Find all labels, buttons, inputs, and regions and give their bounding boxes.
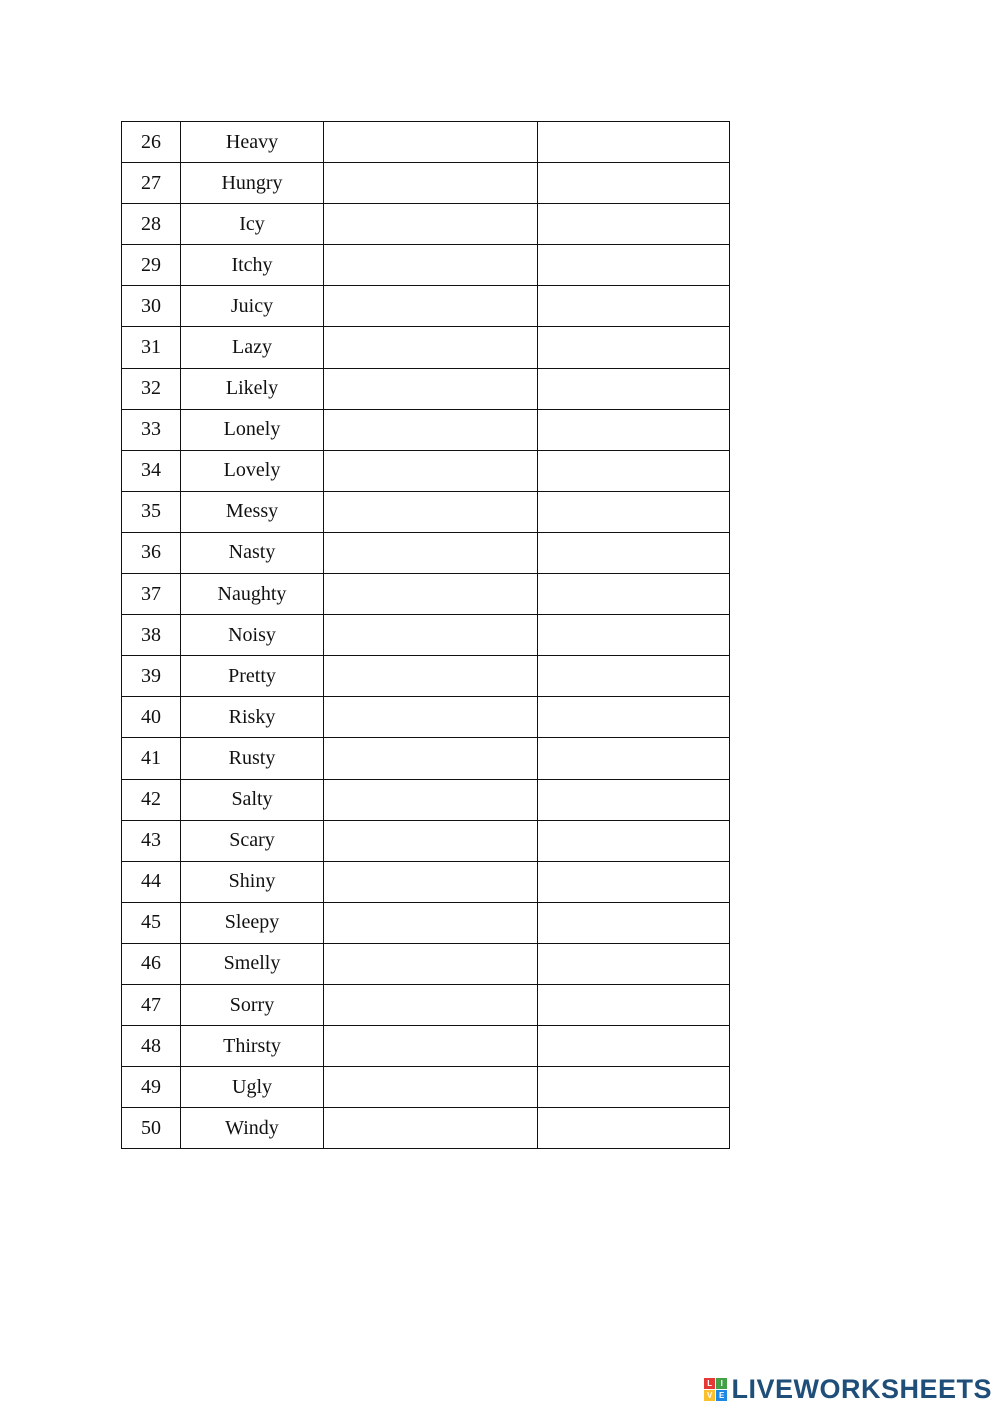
answer-cell-comparative[interactable] [324, 491, 538, 532]
adjective-word: Lonely [181, 409, 324, 450]
row-number: 50 [122, 1108, 181, 1149]
row-number: 48 [122, 1026, 181, 1067]
answer-cell-superlative[interactable] [538, 779, 730, 820]
table-row [122, 738, 730, 779]
table-row [122, 409, 730, 450]
row-number: 44 [122, 861, 181, 902]
answer-cell-comparative[interactable] [324, 902, 538, 943]
adjective-word: Naughty [181, 574, 324, 615]
answer-cell-superlative[interactable] [538, 1108, 730, 1149]
answer-cell-superlative[interactable] [538, 1026, 730, 1067]
answer-cell-comparative[interactable] [324, 409, 538, 450]
table-row [122, 697, 730, 738]
row-number: 49 [122, 1067, 181, 1108]
row-number: 33 [122, 409, 181, 450]
table-row [122, 122, 730, 163]
table-row [122, 245, 730, 286]
table-row [122, 327, 730, 368]
answer-cell-comparative[interactable] [324, 574, 538, 615]
table-row [122, 286, 730, 327]
adjective-word: Icy [181, 204, 324, 245]
answer-cell-comparative[interactable] [324, 532, 538, 573]
answer-cell-comparative[interactable] [324, 327, 538, 368]
logo-cell: L [704, 1378, 715, 1389]
answer-cell-superlative[interactable] [538, 163, 730, 204]
logo-cell: I [716, 1378, 727, 1389]
adjective-word: Shiny [181, 861, 324, 902]
answer-cell-comparative[interactable] [324, 204, 538, 245]
logo-cell: E [716, 1390, 727, 1401]
answer-cell-comparative[interactable] [324, 697, 538, 738]
row-number: 45 [122, 902, 181, 943]
row-number: 27 [122, 163, 181, 204]
answer-cell-comparative[interactable] [324, 820, 538, 861]
answer-cell-superlative[interactable] [538, 491, 730, 532]
answer-cell-superlative[interactable] [538, 204, 730, 245]
row-number: 36 [122, 532, 181, 573]
adjective-word: Heavy [181, 122, 324, 163]
liveworksheets-logo-icon [704, 1378, 727, 1401]
answer-cell-comparative[interactable] [324, 163, 538, 204]
adjective-word: Smelly [181, 943, 324, 984]
answer-cell-superlative[interactable] [538, 574, 730, 615]
table-row [122, 1067, 730, 1108]
adjective-word: Rusty [181, 738, 324, 779]
answer-cell-superlative[interactable] [538, 450, 730, 491]
row-number: 41 [122, 738, 181, 779]
row-number: 26 [122, 122, 181, 163]
row-number: 32 [122, 368, 181, 409]
answer-cell-comparative[interactable] [324, 656, 538, 697]
answer-cell-superlative[interactable] [538, 943, 730, 984]
row-number: 31 [122, 327, 181, 368]
liveworksheets-brand [704, 1374, 992, 1405]
table-row [122, 943, 730, 984]
adjective-word: Noisy [181, 615, 324, 656]
adjective-word: Hungry [181, 163, 324, 204]
row-number: 28 [122, 204, 181, 245]
answer-cell-superlative[interactable] [538, 532, 730, 573]
table-row [122, 820, 730, 861]
answer-cell-superlative[interactable] [538, 615, 730, 656]
adjective-word: Messy [181, 491, 324, 532]
adjective-word: Juicy [181, 286, 324, 327]
row-number: 47 [122, 984, 181, 1025]
adjective-word: Windy [181, 1108, 324, 1149]
row-number: 37 [122, 574, 181, 615]
table-row [122, 1108, 730, 1149]
answer-cell-comparative[interactable] [324, 779, 538, 820]
row-number: 30 [122, 286, 181, 327]
adjective-word: Lovely [181, 450, 324, 491]
answer-cell-comparative[interactable] [324, 1067, 538, 1108]
answer-cell-superlative[interactable] [538, 122, 730, 163]
table-row [122, 984, 730, 1025]
adjective-word: Itchy [181, 245, 324, 286]
adjective-word: Salty [181, 779, 324, 820]
row-number: 42 [122, 779, 181, 820]
answer-cell-comparative[interactable] [324, 861, 538, 902]
answer-cell-superlative[interactable] [538, 861, 730, 902]
row-number: 40 [122, 697, 181, 738]
adjective-word: Sleepy [181, 902, 324, 943]
table-row [122, 204, 730, 245]
adjective-word: Scary [181, 820, 324, 861]
adjective-word: Lazy [181, 327, 324, 368]
answer-cell-comparative[interactable] [324, 122, 538, 163]
row-number: 29 [122, 245, 181, 286]
adjective-word: Risky [181, 697, 324, 738]
logo-cell: V [704, 1390, 715, 1401]
table-row [122, 1026, 730, 1067]
row-number: 43 [122, 820, 181, 861]
row-number: 38 [122, 615, 181, 656]
answer-cell-superlative[interactable] [538, 409, 730, 450]
row-number: 46 [122, 943, 181, 984]
adjective-word: Ugly [181, 1067, 324, 1108]
answer-cell-superlative[interactable] [538, 245, 730, 286]
table-row [122, 491, 730, 532]
table-row [122, 368, 730, 409]
adjective-word: Thirsty [181, 1026, 324, 1067]
table-row [122, 656, 730, 697]
answer-cell-superlative[interactable] [538, 984, 730, 1025]
answer-cell-superlative[interactable] [538, 697, 730, 738]
answer-cell-superlative[interactable] [538, 656, 730, 697]
answer-cell-comparative[interactable] [324, 245, 538, 286]
row-number: 39 [122, 656, 181, 697]
answer-cell-comparative[interactable] [324, 984, 538, 1025]
answer-cell-comparative[interactable] [324, 286, 538, 327]
table-row [122, 574, 730, 615]
answer-cell-comparative[interactable] [324, 368, 538, 409]
answer-cell-comparative[interactable] [324, 943, 538, 984]
answer-cell-comparative[interactable] [324, 1026, 538, 1067]
table-row [122, 902, 730, 943]
adjective-word: Nasty [181, 532, 324, 573]
answer-cell-superlative[interactable] [538, 902, 730, 943]
answer-cell-superlative[interactable] [538, 820, 730, 861]
row-number: 34 [122, 450, 181, 491]
adjectives-table [121, 121, 730, 1149]
answer-cell-superlative[interactable] [538, 368, 730, 409]
table-row [122, 450, 730, 491]
adjective-word: Sorry [181, 984, 324, 1025]
table-row [122, 779, 730, 820]
answer-cell-comparative[interactable] [324, 738, 538, 779]
answer-cell-superlative[interactable] [538, 286, 730, 327]
adjective-word: Pretty [181, 656, 324, 697]
row-number: 35 [122, 491, 181, 532]
answer-cell-superlative[interactable] [538, 738, 730, 779]
adjective-word: Likely [181, 368, 324, 409]
answer-cell-superlative[interactable] [538, 1067, 730, 1108]
brand-text: LIVEWORKSHEETS [731, 1374, 992, 1404]
table-row [122, 163, 730, 204]
table-body [122, 122, 730, 1149]
table-row [122, 615, 730, 656]
answer-cell-comparative[interactable] [324, 450, 538, 491]
table-row [122, 861, 730, 902]
answer-cell-comparative[interactable] [324, 615, 538, 656]
answer-cell-comparative[interactable] [324, 1108, 538, 1149]
table-row [122, 532, 730, 573]
answer-cell-superlative[interactable] [538, 327, 730, 368]
